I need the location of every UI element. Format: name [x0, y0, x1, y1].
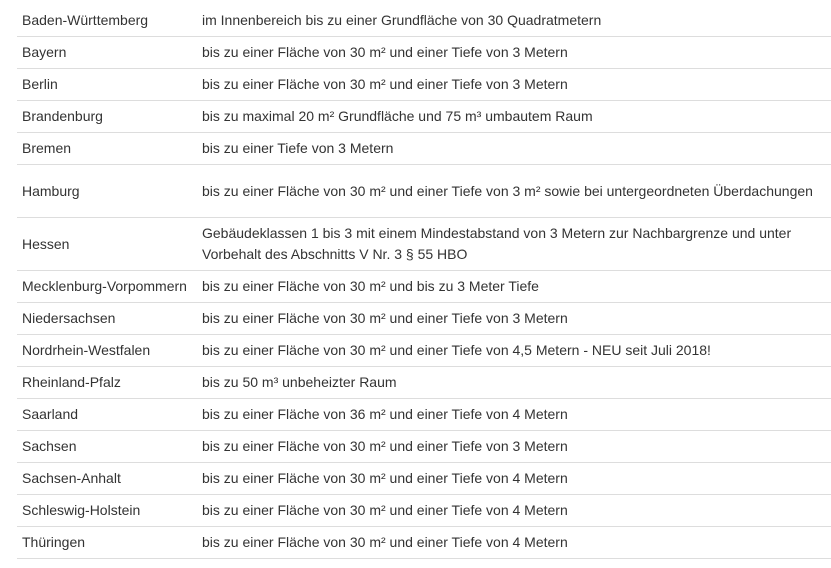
regulations-table-container: [17, 5, 831, 559]
table-row: [17, 399, 831, 431]
table-row: [17, 69, 831, 101]
table-row: [17, 37, 831, 69]
state-name: Sachsen-Anhalt: [17, 463, 195, 495]
table-row: [17, 495, 831, 527]
state-name: Baden-Württemberg: [17, 5, 195, 37]
state-rule: bis zu einer Fläche von 30 m² und einer Tiefe von 4 Metern: [195, 495, 831, 527]
state-rule: bis zu 50 m³ unbeheizter Raum: [195, 367, 831, 399]
table-row: [17, 101, 831, 133]
state-name: Bayern: [17, 37, 195, 69]
state-rule: bis zu einer Tiefe von 3 Metern: [195, 133, 831, 165]
state-name: Nordrhein-Westfalen: [17, 335, 195, 367]
state-rule: bis zu einer Fläche von 30 m² und einer Tiefe von 3 Metern: [195, 69, 831, 101]
table-row: [17, 463, 831, 495]
table-row: [17, 335, 831, 367]
table-row: [17, 165, 831, 218]
state-name: Bremen: [17, 133, 195, 165]
table-row: [17, 367, 831, 399]
state-name: Mecklenburg-Vorpommern: [17, 271, 195, 303]
state-rule: bis zu einer Fläche von 30 m² und einer Tiefe von 3 m² sowie bei untergeordneten Überdachungen: [195, 165, 831, 218]
state-rule: bis zu einer Fläche von 30 m² und einer Tiefe von 3 Metern: [195, 431, 831, 463]
state-name: Niedersachsen: [17, 303, 195, 335]
regulations-table: [17, 5, 831, 559]
table-row: [17, 431, 831, 463]
state-name: Brandenburg: [17, 101, 195, 133]
table-row: [17, 5, 831, 37]
state-name: Rheinland-Pfalz: [17, 367, 195, 399]
state-rule: bis zu einer Fläche von 30 m² und einer Tiefe von 4 Metern: [195, 527, 831, 559]
table-row: [17, 133, 831, 165]
state-name: Thüringen: [17, 527, 195, 559]
state-rule: bis zu maximal 20 m² Grundfläche und 75 m³ umbautem Raum: [195, 101, 831, 133]
state-rule: bis zu einer Fläche von 30 m² und einer Tiefe von 4 Metern: [195, 463, 831, 495]
table-row: [17, 218, 831, 271]
state-rule: Gebäudeklassen 1 bis 3 mit einem Mindestabstand von 3 Metern zur Nachbargrenze und unter Vorbehalt des Abschnitts V Nr. 3 § 55 HBO: [195, 218, 831, 271]
state-rule: bis zu einer Fläche von 30 m² und bis zu 3 Meter Tiefe: [195, 271, 831, 303]
state-name: Schleswig-Holstein: [17, 495, 195, 527]
state-name: Berlin: [17, 69, 195, 101]
state-rule: im Innenbereich bis zu einer Grundfläche von 30 Quadratmetern: [195, 5, 831, 37]
state-rule: bis zu einer Fläche von 30 m² und einer Tiefe von 3 Metern: [195, 303, 831, 335]
table-row: [17, 303, 831, 335]
state-name: Hessen: [17, 218, 195, 271]
state-rule: bis zu einer Fläche von 30 m² und einer Tiefe von 3 Metern: [195, 37, 831, 69]
state-name: Sachsen: [17, 431, 195, 463]
state-name: Saarland: [17, 399, 195, 431]
state-rule: bis zu einer Fläche von 30 m² und einer Tiefe von 4,5 Metern - NEU seit Juli 2018!: [195, 335, 831, 367]
table-row: [17, 527, 831, 559]
table-row: [17, 271, 831, 303]
state-name: Hamburg: [17, 165, 195, 218]
state-rule: bis zu einer Fläche von 36 m² und einer Tiefe von 4 Metern: [195, 399, 831, 431]
